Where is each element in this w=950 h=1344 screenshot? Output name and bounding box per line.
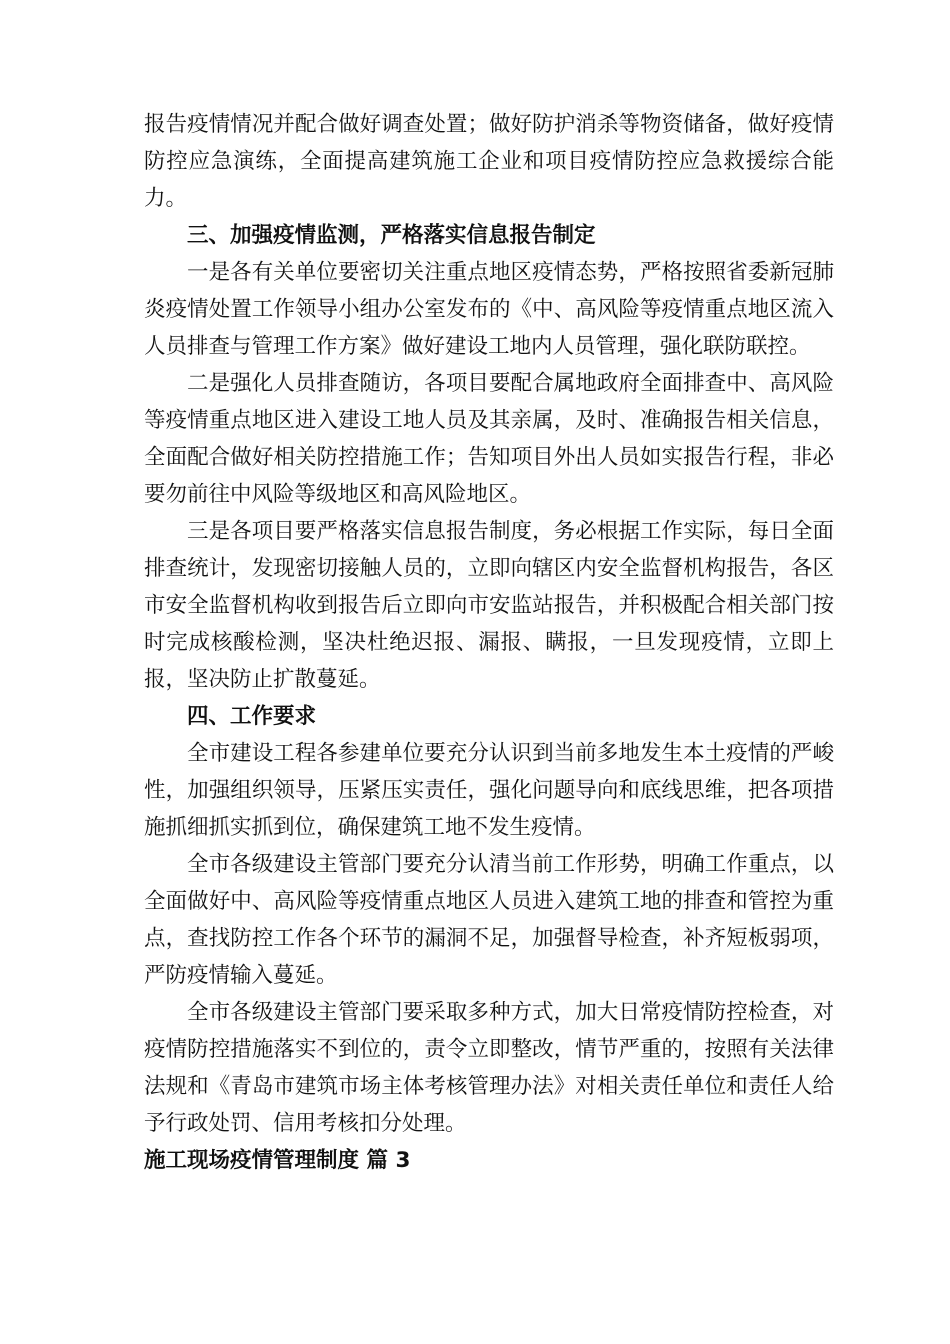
paragraph: 三是各项目要严格落实信息报告制度，务必根据工作实际，每日全面排查统计，发现密切接触人员的，立即向辖区内安全监督机构报告，各区市安全监督机构收到报告后立即向市安监站报告，并积极配合相关部门按时完成核酸检测，坚决杜绝迟报、漏报、瞒报，一旦发现疫情，立即上报，坚决防止扩散蔓延。 [144, 519, 834, 692]
document-body [144, 106, 834, 1179]
paragraph-continued: 报告疫情情况并配合做好调查处置；做好防护消杀等物资储备，做好疫情防控应急演练，全面提高建筑施工企业和项目疫情防控应急救援综合能力。 [144, 112, 834, 211]
paragraph: 全市建设工程各参建单位要充分认识到当前多地发生本土疫情的严峻性，加强组织领导，压紧压实责任，强化问题导向和底线思维，把各项措施抓细抓实抓到位，确保建筑工地不发生疫情。 [144, 741, 834, 840]
section-title: 施工现场疫情管理制度 篇 3 [144, 1148, 411, 1173]
section-heading-4: 四、工作要求 [187, 704, 317, 729]
paragraph: 全市各级建设主管部门要采取多种方式，加大日常疫情防控检查，对疫情防控措施落实不到位的，责令立即整改，情节严重的，按照有关法律法规和《青岛市建筑市场主体考核管理办法》对相关责任单位和责任人给予行政处罚、信用考核扣分处理。 [144, 1000, 834, 1136]
paragraph: 一是各有关单位要密切关注重点地区疫情态势，严格按照省委新冠肺炎疫情处置工作领导小组办公室发布的《中、高风险等疫情重点地区流入人员排查与管理工作方案》做好建设工地内人员管理，强化联防联控。 [144, 260, 834, 359]
section-heading-3: 三、加强疫情监测，严格落实信息报告制定 [187, 223, 596, 248]
paragraph: 二是强化人员排查随访，各项目要配合属地政府全面排查中、高风险等疫情重点地区进入建设工地人员及其亲属，及时、准确报告相关信息，全面配合做好相关防控措施工作；告知项目外出人员如实报告行程，非必要勿前往中风险等级地区和高风险地区。 [144, 371, 834, 507]
paragraph: 全市各级建设主管部门要充分认清当前工作形势，明确工作重点，以全面做好中、高风险等疫情重点地区人员进入建筑工地的排查和管控为重点，查找防控工作各个环节的漏洞不足，加强督导检查，补齐短板弱项，严防疫情输入蔓延。 [144, 852, 834, 988]
